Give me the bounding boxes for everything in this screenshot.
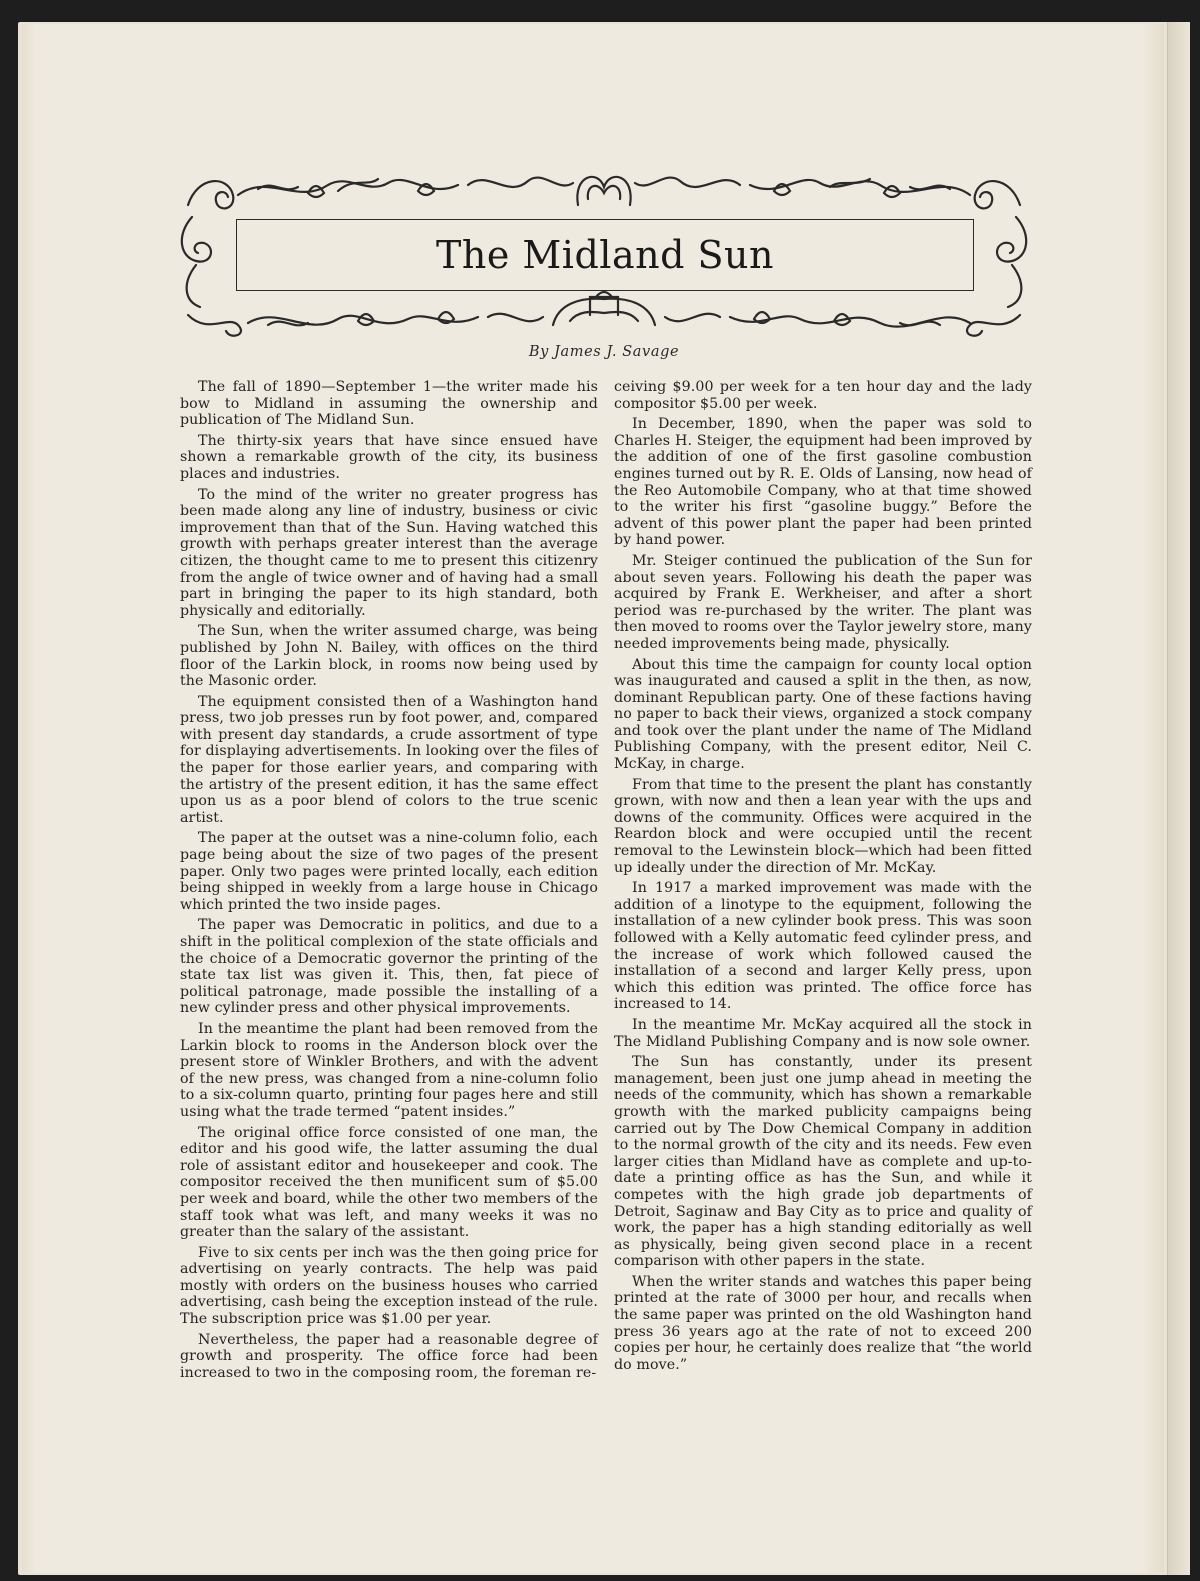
paragraph: The paper at the outset was a nine-column folio, each page being about the size of two pages of the present paper. Only two pages were printed locally, each edition being shipped in weekly from a large house in Chicago which printed the two inside pages.: [180, 830, 598, 913]
paragraph: In the meantime the plant had been removed from the Larkin block to rooms in the Anderson block over the present store of Winkler Brothers, and with the advent of the new press, was changed from a nine-column folio to a six-column quarto, printing four pages here and still using what the trade termed “patent insides.”: [180, 1020, 598, 1120]
paragraph: Nevertheless, the paper had a reasonable degree of growth and prosperity. The office force had been increased to two in the composing room, the foreman re-: [180, 1331, 598, 1381]
paragraph: The fall of 1890—September 1—the writer made his bow to Midland in assuming the ownership and publication of The Midland Sun.: [180, 379, 598, 429]
paragraph: In 1917 a marked improvement was made with the addition of a linotype to the equipment, following the installation of a new cylinder book press. This was soon followed with a Kelly automatic feed cylinder press, and the increase of work which followed caused the installation of a second and larger Kelly press, upon which this edition was printed. The office force has increased to 14.: [614, 880, 1032, 1013]
paragraph: In December, 1890, when the paper was sold to Charles H. Steiger, the equipment had been improved by the addition of one of the first gasoline combustion engines turned out by R. E. Olds of Lansing, now head of the Reo Automobile Company, who at that time showed to the writer his first “gasoline buggy.” Before the advent of this power plant the paper had been printed by hand power.: [614, 416, 1032, 549]
paragraph: To the mind of the writer no greater progress has been made along any line of industry, business or civic improvement than that of the Sun. Having watched this growth with perhaps greater interest than the average citizen, the thought came to me to present this citizenry from the angle of twice owner and of having had a small part in bringing the paper to its high standard, both physically and editorially.: [180, 486, 598, 619]
paragraph: Mr. Steiger continued the publication of the Sun for about seven years. Following his death the paper was acquired by Frank E. Werkheiser, and after a short period was re-purchased by the writer. The plant was then moved to rooms over the Taylor jewelry store, many needed improvements being made, physically.: [614, 552, 1032, 652]
paragraph: The paper was Democratic in politics, and due to a shift in the political complexion of the state officials and the choice of a Democratic governor the printing of the state tax list was given it. This, then, fat piece of political patronage, made possible the installing of a new cylinder press and other physical improvements.: [180, 917, 598, 1017]
right-column: [614, 379, 1032, 1377]
article-byline: By James J. Savage: [528, 344, 680, 360]
paragraph: The original office force consisted of one man, the editor and his good wife, the latter assuming the dual role of assistant editor and housekeeper and cook. The compositor received the then munificent sum of $5.00 per week and board, while the other two members of the staff took what was left, and many weeks it was no greater than the salary of the assistant.: [180, 1124, 598, 1241]
ornamental-header: [178, 165, 1030, 341]
paragraph-continuation: ceiving $9.00 per week for a ten hour day and the lady compositor $5.00 per week.: [614, 379, 1032, 412]
paragraph: Five to six cents per inch was the then going price for advertising on yearly contracts. The help was paid mostly with orders on the business houses who carried advertising, cash being the exception instead of the rule. The subscription price was $1.00 per year.: [180, 1244, 598, 1328]
paragraph: About this time the campaign for county local option was inaugurated and caused a split in the then, as now, dominant Republican party. One of these factions having no paper to back their views, organized a stock company and took over the plant under the name of The Midland Publishing Company, with the present editor, Neil C. McKay, in charge.: [614, 656, 1032, 773]
paragraph: The Sun has constantly, under its present management, been just one jump ahead in meeting the needs of the community, which has shown a remarkable growth with the marked publicity campaigns being carried out by The Dow Chemical Company in addition to the normal growth of the city and its needs. Few even larger cities than Midland have as complete and up-to-date a printing office as has the Sun, and while it competes with the high grade job departments of Detroit, Saginaw and Bay City as to price and quality of work, the paper has a high standing editorially as well as physically, being given second place in a recent comparison with other papers in the state.: [614, 1054, 1032, 1270]
paragraph: The Sun, when the writer assumed charge, was being published by John N. Bailey, with offices on the third floor of the Larkin block, in rooms now being used by the Masonic order.: [180, 623, 598, 690]
paragraph: When the writer stands and watches this paper being printed at the rate of 3000 per hour, and recalls when the same paper was printed on the old Washington hand press 36 years ago at the rate of not to exceed 200 copies per hour, he certainly does realize that “the world do move.”: [614, 1273, 1032, 1373]
adjacent-page-edge: [1167, 22, 1190, 1575]
paragraph: From that time to the present the plant has constantly grown, with now and then a lean year with the ups and downs of the community. Offices were acquired in the Reardon block and were occupied until the recent removal to the Lewinstein block—which had been fitted up ideally under the direction of Mr. McKay.: [614, 776, 1032, 876]
article-title: The Midland Sun: [436, 233, 774, 277]
paragraph: In the meantime Mr. McKay acquired all the stock in The Midland Publishing Company and is now sole owner.: [614, 1016, 1032, 1050]
left-column: [180, 379, 598, 1385]
title-frame: [236, 219, 974, 291]
paragraph: The thirty-six years that have since ensued have shown a remarkable growth of the city, its business places and industries.: [180, 432, 598, 482]
paragraph: The equipment consisted then of a Washington hand press, two job presses run by foot power, and, compared with present day standards, a crude assortment of type for displaying advertisements. In looking over the files of the paper for those earlier years, and comparing with the artistry of the present edition, it has the same effect upon us as a poor blend of colors to the true scenic artist.: [180, 693, 598, 826]
